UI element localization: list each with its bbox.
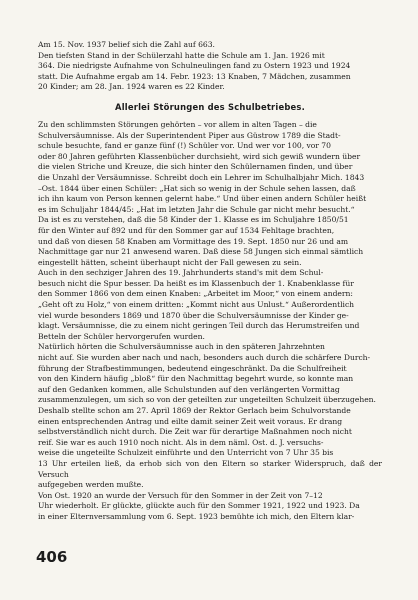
paragraph-student-count: Am 15. Nov. 1937 belief sich die Zahl auf 663. Den tiefsten Stand in der Schülerzahl hatte die Schule am 1. Jan. 1926 mit 364. Die niedrigste Aufnahme von Schulneulingen fand zu Ostern 1923 und 1924 statt. Die Aufnahme ergab am 14. Febr. 1923: 13 Knaben, 7 Mädchen, zusammen 20 Kinder; am 28. Jan. 1924 waren es 22 Kinder.: [38, 40, 351, 92]
page-number: 406: [36, 548, 68, 566]
paragraph-later-decades: Natürlich hörten die Schulversäumnisse auch in den späteren Jahrzehnten nicht auf. Sie wurden aber nach und nach, besonders auch durch die schärfere Durch- führung der Strafbestimmungen, bedeutend eingeschränkt. Da die Schulfreiheit von den Kindern häufig „bloß“ für den Nachmittag begehrt wurde, so konnte man auf den Gedanken kommen, alle Schulstunden auf den verlängerten Vormittag zusammenzulegen, um sich so von der geteilten zur ungeteilten Schulzeit überzugehen. Deshalb stellte schon am 27. April 1869 der Rektor Gerlach beim Schulvorstande einen entsprechenden Antrag und eilte damit seiner Zeit weit voraus. Er drang selbstverständlich nicht durch. Die Zeit war für derartige Maßnahmen noch nicht reif. Sie war es auch 1910 noch nicht. Als in dem näml. Ost. d. J. versuchs- weise die ungeteilte Schulzeit einführte und den Unterricht von 7 Uhr 35 bis 13 Uhr erteilen ließ, da erhob sich von den Eltern so starker Widerspruch, daß der Versuch aufgegeben werden mußte.: [38, 342, 382, 490]
paragraph-absences: Zu den schlimmsten Störungen gehörten – vor allem in alten Tagen – die Schulversäumnisse. Als der Superintendent Piper aus Güstrow 1789 die Stadt- schule besuchte, fand er ganze fünf (!) Schüler vor. Und wer vor 100, vor 70 oder 80 Jahren geführten Klassenbücher durchsieht, wird sich gewiß wundern über die vielen Striche und Kreuze, die sich hinter den Schülernamen finden, und über die Unzahl der Versäumnisse. Schreibt doch ein Lehrer im Schulhalbjahr Mich. 1843 –Ost. 1844 über einen Schüler: „Hat sich so wenig in der Schule sehen lassen, daß ich ihn kaum von Person kennen gelernt habe.“ Und über einen andern Schüler heißt es im Schuljahr 1844/45: „Hat im letzten Jahr die Schule gar nicht mehr besucht.“ Da ist es zu verstehen, daß die 58 Kinder der 1. Klasse es im Schuljahre 1850/51 für den Winter auf 892 und für den Sommer gar auf 1534 Fehltage brachten, und daß von diesen 58 Knaben am Vormittage des 19. Sept. 1850 nur 26 und am Nachmittage gar nur 21 anwesend waren. Daß diese 58 Jungen sich einmal sämtlich eingestellt hätten, scheint überhaupt nicht der Fall gewesen zu sein.: [38, 119, 367, 267]
paragraph-sixties: Auch in den sechziger Jahren des 19. Jahrhunderts stand's mit dem Schul- besuch nicht die Spur besser. Da heißt es im Klassenbuch der 1. Knabenklasse für den Sommer 1866 von dem einen Knaben: „Arbeitet im Moor,“ von einem andern: „Geht oft zu Holz,“ von einem dritten: „Kommt nicht aus Unlust.“ Außerordentlich viel wurde besonders 1869 und 1870 über die Schulversäumnisse der Kinder ge- klagt. Versäumnisse, die zu einem nicht geringen Teil durch das Herumstreifen und Betteln der Schüler hervorgerufen wurden.: [38, 268, 360, 341]
section-heading: Allerlei Störungen des Schulbetriebes.: [115, 101, 305, 112]
paragraph-1920-trial: Von Ost. 1920 an wurde der Versuch für den Sommer in der Zeit von 7–12 Uhr wiederholt. Er glückte, glückte auch für den Sommer 1921, 1922 und 1923. Da in einer Elternversammlung vom 6. Sept. 1923 bemühte ich mich, den Eltern klar-: [38, 490, 360, 521]
